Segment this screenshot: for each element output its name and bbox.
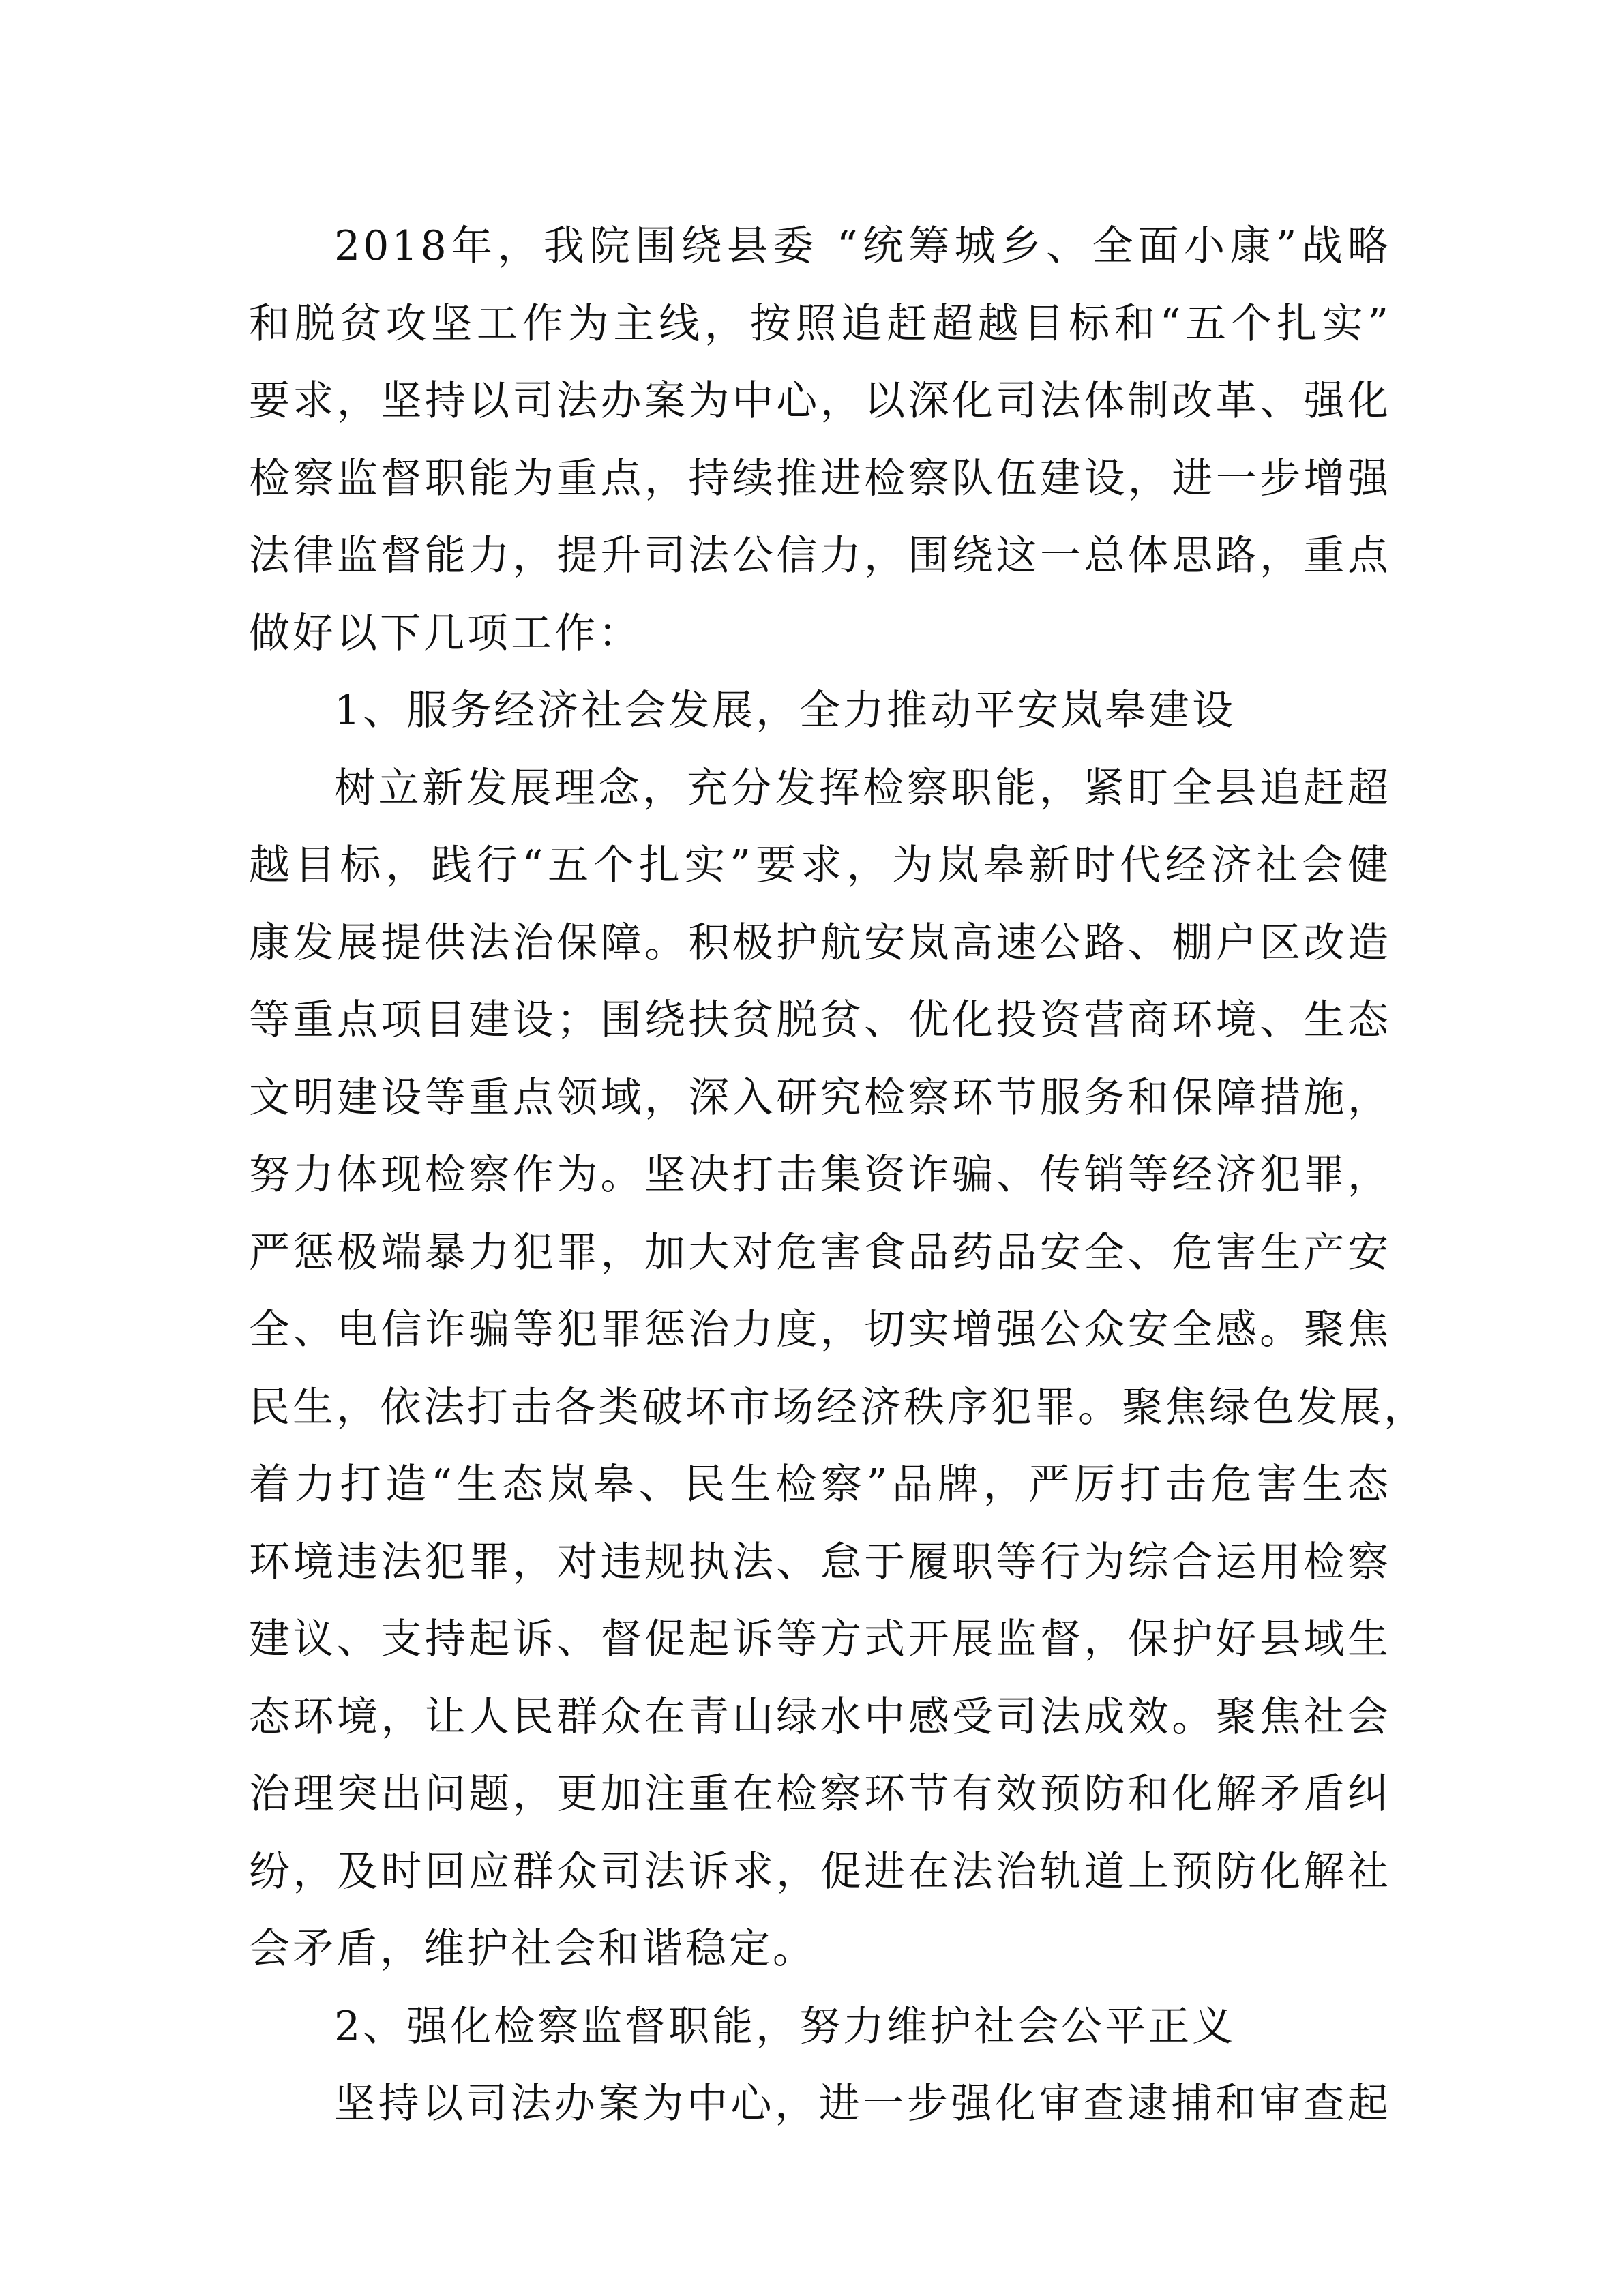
paragraph-line: 康发展提供法治保障。积极护航安岚高速公路、棚户区改造 [249, 919, 1391, 967]
paragraph-line: 要求，坚持以司法办案为中心，以深化司法体制改革、强化 [249, 377, 1391, 425]
paragraph-line: 法律监督能力，提升司法公信力，围绕这一总体思路，重点 [249, 532, 1391, 580]
paragraph-line: 越目标，践行“五个扎实”要求，为岚皋新时代经济社会健 [249, 841, 1391, 889]
section-heading: 1、服务经济社会发展，全力推动平安岚皋建设 [334, 687, 1236, 734]
paragraph-line: 文明建设等重点领域，深入研究检察环节服务和保障措施， [249, 1073, 1391, 1122]
paragraph-line: 坚持以司法办案为中心，进一步强化审查逮捕和审查起 [334, 2080, 1391, 2128]
paragraph-line: 建议、支持起诉、督促起诉等方式开展监督，保护好县域生 [249, 1615, 1391, 1663]
paragraph-line: 会矛盾，维护社会和谐稳定。 [249, 1925, 816, 1973]
paragraph-line: 2018年，我院围绕县委 “统筹城乡、全面小康”战略 [334, 222, 1391, 270]
paragraph-line: 治理突出问题，更加注重在检察环节有效预防和化解矛盾纠 [249, 1770, 1391, 1818]
paragraph-line: 做好以下几项工作： [249, 609, 642, 657]
paragraph-line: 着力打造“生态岚皋、民生检察”品牌，严厉打击危害生态 [249, 1461, 1391, 1508]
paragraph-line: 等重点项目建设；围绕扶贫脱贫、优化投资营商环境、生态 [249, 996, 1391, 1044]
section-heading: 2、强化检察监督职能，努力维护社会公平正义 [334, 2002, 1236, 2051]
paragraph-line: 环境违法犯罪，对违规执法、怠于履职等行为综合运用检察 [249, 1538, 1391, 1586]
paragraph-line: 民生，依法打击各类破坏市场经济秩序犯罪。聚焦绿色发展， [249, 1383, 1427, 1431]
paragraph-line: 全、电信诈骗等犯罪惩治力度，切实增强公众安全感。聚焦 [249, 1306, 1391, 1354]
paragraph-line: 态环境，让人民群众在青山绿水中感受司法成效。聚焦社会 [249, 1693, 1391, 1741]
paragraph-line: 检察监督职能为重点，持续推进检察队伍建设，进一步增强 [249, 454, 1391, 503]
paragraph-line: 和脱贫攻坚工作为主线，按照追赶超越目标和“五个扎实” [249, 299, 1391, 348]
paragraph-line: 树立新发展理念，充分发挥检察职能，紧盯全县追赶超 [334, 764, 1391, 812]
paragraph-line: 严惩极端暴力犯罪，加大对危害食品药品安全、危害生产安 [249, 1228, 1391, 1277]
paragraph-line: 努力体现检察作为。坚决打击集资诈骗、传销等经济犯罪， [249, 1151, 1391, 1199]
paragraph-line: 纷，及时回应群众司法诉求，促进在法治轨道上预防化解社 [249, 1847, 1391, 1896]
document-body [249, 208, 1427, 2143]
